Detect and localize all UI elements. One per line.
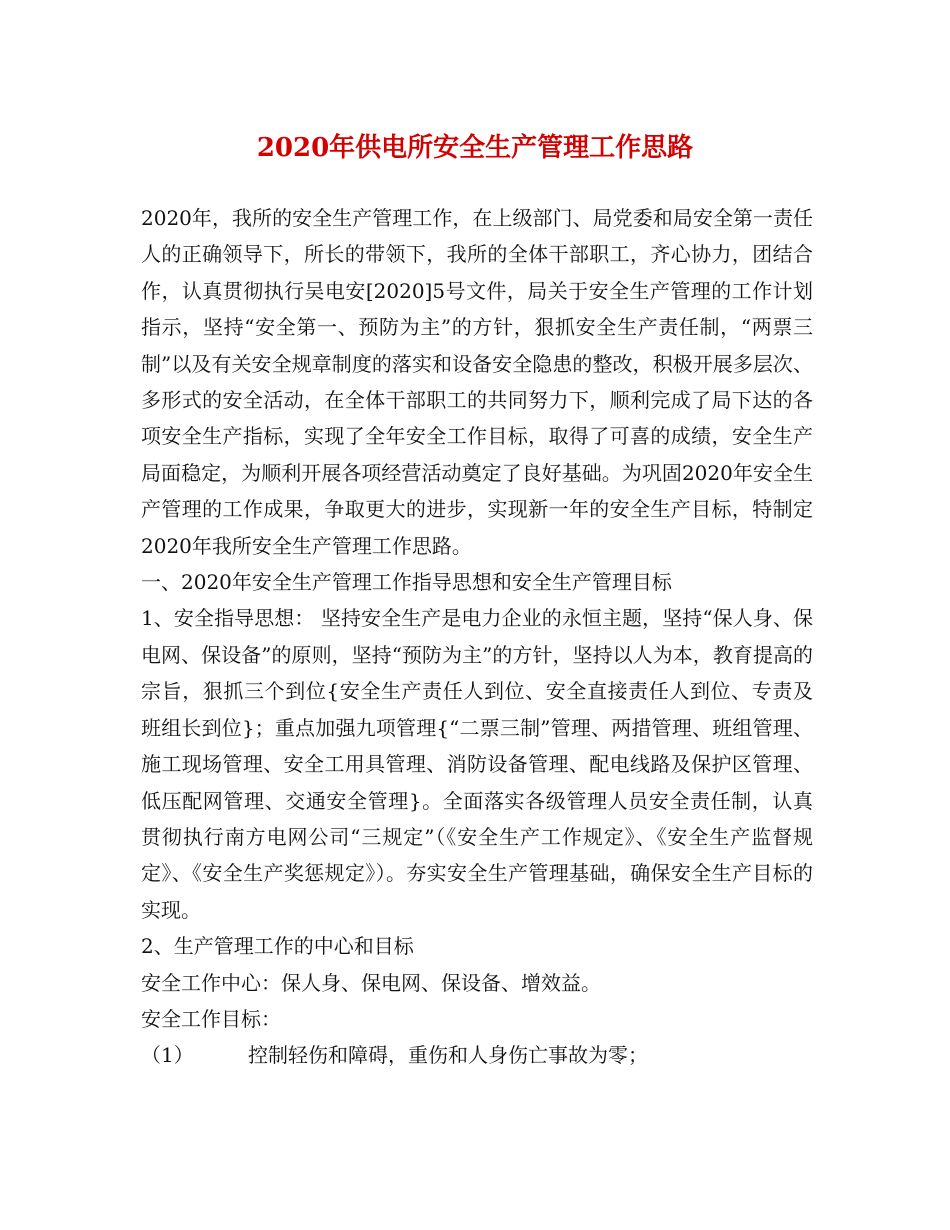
- safety-goal-heading: 安全工作目标：: [141, 1006, 281, 1031]
- section-1-heading: 一、2020年安全生产管理工作指导思想和安全生产管理目标: [141, 570, 672, 595]
- document-body: [141, 200, 813, 1074]
- intro-paragraph: 2020年，我所的安全生产管理工作，在上级部门、局党委和局安全第一责任人的正确领导下，所长的带领下，我所的全体干部职工，齐心协力，团结合作，认真贯彻执行吴电安[2020]5号文件，局关于安全生产管理的工作计划指示，坚持“安全第一、预防为主”的方针，狠抓安全生产责任制，“两票三制”以及有关安全规章制度的落实和设备安全隐患的整改，积极开展多层次、多形式的安全活动，在全体干部职工的共同努力下，顺利完成了局下达的各项安全生产指标，实现了全年安全工作目标，取得了可喜的成绩，安全生产局面稳定，为顺利开展各项经营活动奠定了良好基础。为巩固2020年安全生产管理的工作成果，争取更大的进步，实现新一年的安全生产目标，特制定2020年我所安全生产管理工作思路。: [141, 206, 813, 558]
- safety-center-line: 安全工作中心：保人身、保电网、保设备、增效益。: [141, 970, 601, 995]
- section-2-heading: 2、生产管理工作的中心和目标: [141, 934, 414, 959]
- goal-item-1: [141, 1037, 813, 1073]
- goal-item-1-text: 控制轻伤和障碍，重伤和人身伤亡事故为零；: [248, 1043, 648, 1068]
- document-title: 2020年供电所安全生产管理工作思路: [256, 133, 694, 163]
- goal-item-1-number: （1）: [141, 1043, 194, 1068]
- guiding-ideology-paragraph: 1、安全指导思想： 坚持安全生产是电力企业的永恒主题，坚持“保人身、保电网、保设备”的原则，坚持“预防为主”的方针，坚持以人为本，教育提高的宗旨，狠抓三个到位{安全生产责任人到位、安全直接责任人到位、专责及班组长到位}；重点加强九项管理{“二票三制”管理、两措管理、班组管理、施工现场管理、安全工用具管理、消防设备管理、配电线路及保护区管理、低压配网管理、交通安全管理}。全面落实各级管理人员安全责任制，认真贯彻执行南方电网公司“三规定”（《安全生产工作规定》、《安全生产监督规定》、《安全生产奖惩规定》）。夯实安全生产管理基础，确保安全生产目标的实现。: [141, 606, 813, 922]
